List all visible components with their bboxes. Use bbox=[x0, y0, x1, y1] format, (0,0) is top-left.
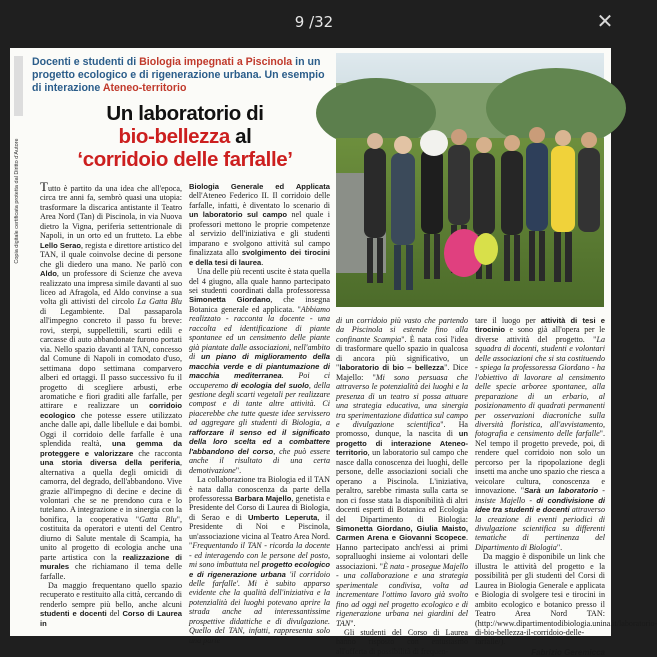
close-icon[interactable]: ✕ bbox=[596, 9, 614, 33]
article-column-2: Biologia Generale ed Applicata dell'Ateneo Federico II. Il corridoio delle farfalle, infatti, è diventato lo scenario di un laboratorio sul campo nel quale i professori mettono le proprie competenze al servizio dell'iniziativa e gli studenti imparano e svolgono attività sul campo finalizzata allo svolgimento dei tirocini e della tesi di laurea. Una delle più recenti uscite è stata quella del 4 giugno, alla quale hanno partecipato sei studenti coordinati dalla professoressa Simonetta Giordano, che insegna Botanica generale ed applicata. "Abbiamo realizzato - racconta la docente - una raccolta ed identificazione di piante spontanee ed un censimento delle piante già piantate dalle associazioni, nell'ambito di un piano di miglioramento della macchia verde e di piantumazione di macchia mediterranea. Poi ci occuperemo di ecologia del suolo, della gestione degli scarti vegetali per realizzare compost e di tante altre attività. Ci piacerebbe che tutte queste idee servissero ad aggregare gli studenti di Biologia, a rafforzare il senso ed il significato della loro scelta ed a combattere l'abbandono del corso, che può essere anche il risultato di una certa demotivazione". La collaborazione tra Biologia ed il TAN è nata dalla conoscenza da parte della professoressa Barbara Majello, genetista e Presidente del Corso di Laurea di Biologia, di Serao e di Umberto Leperuta, il Presidente di Noi e Piscinola, un'associazione vicina al Teatro Area Nord. "Frequentando il TAN - ricorda la docente - ed interagendo con le persone del posto, mi sono imbattuta nel progetto ecologico e di rigenerazione urbana 'il corridoio delle farfalle'. Mi è subito apparso evidente che la qualità dell'iniziativa e la potenzialità dei luoghi potevano aprire la strada anche ad interessantissime prospettive didattiche e di divulgazione. Quello del TAN, infatti, rappresenta solo una parte bbox=[189, 182, 331, 645]
viewer-topbar bbox=[0, 0, 628, 44]
article-kicker: Docenti e studenti di Biologia impegnati a Piscinola in un progetto ecologico e di rigenerazione urbana. Un esempio di interazione Ateneo-territorio bbox=[32, 56, 325, 94]
title-highlight-1: bio-bellezza bbox=[118, 125, 230, 148]
author-signature: Fabrizio Geremicca bbox=[531, 647, 605, 657]
barcode-stamp bbox=[14, 56, 23, 116]
article-column-3: di un corridoio più vasto che partendo da Piscinola si estende fino alla confinante Scampia". È nata così l'idea di trasformare quello spazio in qualcosa di ancora più significativo, un "laboratorio di bio – bellezza". Dice Majello: "Mi sono persuasa che attraverso le potenzialità dei luoghi e la presenza di un teatro si possa attuare una strategia educativa, una sinergia tra sperimentazione didattica sul campo e divulgazione scientifica". Ha promosso, dunque, la nascita di un progetto di interazione Ateneo-territorio, un laboratorio sul campo che nasce dalla conoscenza dei luoghi, delle persone, delle associazioni sociali che operano a Piscinola. L'iniziativa, peraltro, sarebbe rimasta sulla carta se non ci fosse stata la disponibilità di altri docenti esperti di Botanica ed Ecologia del Dipartimento di Biologia: Simonetta Giordano, Giulia Maisto, Carmen Arena e Giovanni Scopece. Hanno partecipato anch'essi ai primi sopralluoghi insieme ai volontari delle associazioni. "È nata - prosegue Majello - una collaborazione e una strategia sperimentale condivisa, volta ad incrementare l'ottimo lavoro già svolto fino ad oggi nel progetto ecologico e di rigenerazione urbana nei giardini del TAN". Gli studenti del Corso di Laurea hanno risposto con entusiasmo all'offerta di possibilità di frequen- bbox=[336, 316, 469, 656]
article-title: Un laboratorio di bio-bellezza al ‘corridoio delle farfalle’ bbox=[77, 102, 293, 171]
title-highlight-2: ‘corridoio delle farfalle’ bbox=[77, 148, 293, 171]
article-column-4: tare il luogo per attività di tesi e tirocinio e sono già all'opera per le diverse attività del progetto. "La squadra di docenti, studenti e volontari delle associazioni che si sta costituendo - spiega la professoressa Giordano - ha l'obiettivo di lavorare al censimento delle specie arboree spontanee, alla preparazione di un erbario, al posizionamento di quadrati permanenti per osservazioni diacroniche sulla diversità floristica, all'avvistamento, fotografia e censimento delle farfalle". Nel tempo il progetto prevede, poi, di rendere quel corridoio non solo un percorso per la ripopolazione degli insetti ma anche uno spazio che riesca a veicolare cultura, conoscenza e innovazione. "Sarà un laboratorio - insiste Majello - di condivisione di idee tra studenti e docenti attraverso la creazione di eventi periodici di divulgazione scientifica su differenti tematiche di pertinenza del Dipartimento di Biologia". Da maggio è disponibile un link che illustra le attività del progetto e la possibilità per gli studenti del Corsi di Laurea in Biologia Generale e applicata e Biologia di svolgere tesi e tirocini in ambito ecologico e botanico presso il Teatro Area Nord TAN: (http://www.dipartimentodibiologia.unina.it/laboratorio-di-bio-bellezza-il-corridoio-delle-farfalle/). Fabrizio Geremicca bbox=[475, 316, 657, 657]
newspaper-page bbox=[10, 48, 657, 657]
copyright-notice: Copia digitale certificata protetta dal Diritto d'Autore bbox=[14, 138, 20, 264]
article-column-1: Tutto è partito da una idea che all'epoca, circa tre anni fa, sembrò quasi una utopia: trasformare la discarica antistante il Teatro Area Nord (Tan) di Piscinola, in via Nuova dietro la Vigna, periferia settentrionale di Napoli, in un orto ed un frutteto. La ebbe Lello Serao, regista e direttore artistico del TAN, il quale coinvolse decine di persone che gli diedero una mano. Ne parlò con Aldo, un professore di Scienze che aveva realizzato una impresa simile davanti al suo liceo ad Afragola, ed Aldo convinse a sua volta gli attivisti del circolo La Gatta Blu di Legambiente. Dal passaparola all'impegno concreto il passo fu breve: rovi, sterpi, suppellettili, scarti edili e carcasse di auto abbandonate furono portati via. Nello spazio davanti al TAN, concesso dal Comune di Napoli in comodato d'uso, settimana dopo settimana comparvero alberi ed ortaggi. Il passo successivo fu il progetto di scegliere arbusti, erbe aromatiche e fiori graditi alle farfalle, per attirare e realizzare un corridoio ecologico che potesse essere utilizzato anche dalle api, dalle libellule e dai bombi. Oggi il corridoio delle farfalle è una splendida realtà, una gemma da proteggere e valorizzare che racconta una storia diversa della periferia, alternativa a quella degli omicidi di camorra, del degrado, dell'abbandono. Vive grazie all'impegno di decine e decine di volontari che se ne prendono cura e lo tutelano. A integrazione e in sinergia con la bonifica, la cooperativa "Gatta Blu", costituita da operatori e utenti del Centro diurno di Salute mentale di Scampia, ha unito al progetto di ecologia anche una parte artistica con la realizzazione di murales che richiamano il tema delle farfalle. Da maggio frequentano quello spazio recuperato e restituito alla città, cercando di renderlo sempre più bello, anche alcuni studenti e docenti del Corso di Laurea in bbox=[40, 179, 183, 628]
group-photo bbox=[336, 53, 604, 307]
title-line-1: Un laboratorio di bbox=[106, 102, 264, 125]
page-indicator: 9 /32 bbox=[294, 13, 334, 31]
